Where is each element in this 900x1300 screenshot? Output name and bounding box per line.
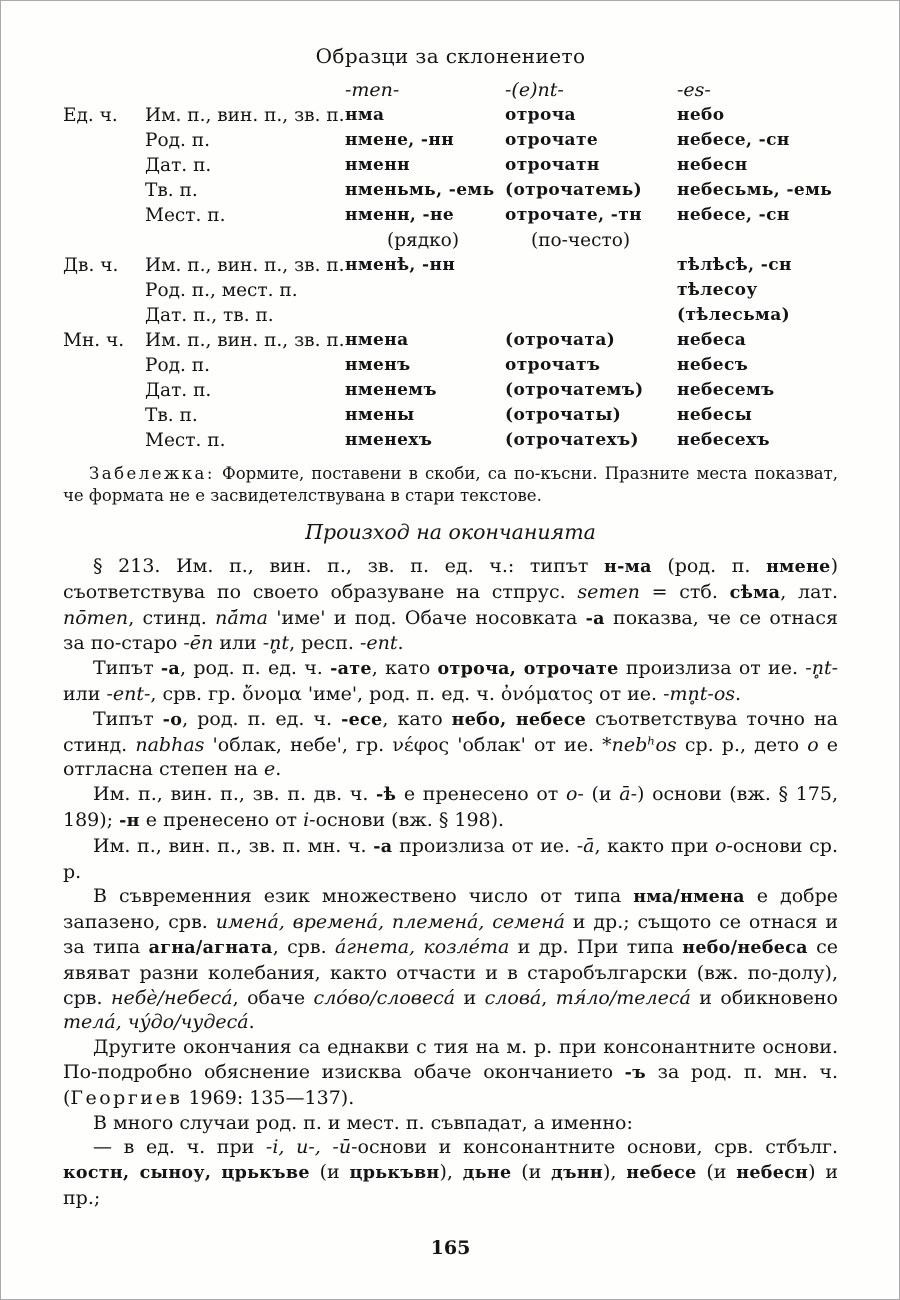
text-run: nōmen	[63, 606, 129, 629]
text-run: = стб.	[639, 580, 730, 603]
text-run: ā-	[619, 783, 637, 806]
text-run: сло́во/словеса́	[313, 986, 456, 1009]
old-cyrillic-word: -ате	[330, 659, 372, 680]
table-title: Образци за склонението	[315, 44, 586, 68]
old-cyrillic-word: н-ма	[603, 557, 652, 577]
cell-num	[63, 278, 145, 303]
paragraph	[63, 884, 838, 1035]
paragraph	[63, 1135, 838, 1210]
text-run: Формите, поставени в скоби, са по-късни. Празните места показват, че формата не е засвидетелствувана в стари текстове.	[63, 464, 838, 505]
text-run: .	[397, 632, 404, 655]
table-row	[63, 403, 838, 428]
cell-es: небесе, -сн	[677, 130, 790, 150]
cell-men: нмены	[345, 405, 415, 425]
cell-ent: (отрочаты)	[505, 405, 622, 425]
cell-case: Тв. п.	[145, 180, 198, 201]
cell-num	[63, 178, 145, 203]
cell-num	[63, 378, 145, 403]
cell-case: Дат. п., тв. п.	[145, 305, 274, 326]
paragraph	[63, 554, 838, 656]
text-run: nabhas	[135, 733, 205, 756]
text-run: -ā	[576, 834, 595, 857]
cell-men: нменѣ, -нн	[345, 255, 456, 275]
text-run: , род. п. ед. ч.	[180, 657, 331, 680]
text-run: , обаче	[232, 986, 314, 1009]
page-number: 165	[430, 1236, 471, 1259]
table-header-row	[63, 78, 838, 103]
note	[63, 463, 838, 506]
text-run: , лат.	[780, 580, 839, 603]
cell-men: нменемъ	[345, 380, 437, 400]
text-run: nā́ma	[215, 606, 268, 629]
cell-case: Мест. п.	[145, 205, 226, 226]
table-row	[63, 328, 838, 353]
text-run: -основи ср. р.	[63, 834, 838, 883]
cell-case: Дат. п.	[145, 380, 212, 401]
text-run: — в ед. ч. при	[93, 1136, 266, 1159]
cell-ent: (отрочатемъ)	[505, 380, 644, 400]
text-run: и обикновено	[690, 986, 838, 1009]
old-cyrillic-word: нмене	[766, 557, 831, 577]
cell-es: небо	[677, 105, 725, 125]
cell-es: (тѣлесьма)	[677, 305, 791, 325]
text-run: съответствува точно на стинд.	[63, 707, 838, 756]
paragraph	[63, 782, 838, 834]
cell-empty	[63, 78, 145, 103]
text-run: и др.; същото се отнася и за типа	[63, 911, 838, 958]
text-run: (и	[511, 1161, 552, 1184]
text-run: -основи (вж. § 198).	[309, 808, 505, 831]
text-run: ) и пр.;	[63, 1161, 839, 1209]
cell-case: Род. п.	[145, 130, 210, 151]
cell-ent	[505, 303, 677, 328]
text-run: (и	[309, 1161, 350, 1184]
table-row	[63, 203, 838, 228]
text-run: 'име' и под. Обаче носовката	[268, 606, 586, 629]
cell-num	[63, 128, 145, 153]
cell-ent: отрочате, -тн	[505, 205, 642, 225]
old-cyrillic-word: -ѣ	[376, 785, 397, 806]
text-run: и др. При типа	[509, 935, 683, 958]
cell-men: (рядко)	[387, 230, 460, 251]
paragraph	[63, 834, 838, 885]
cell-case: Дат. п.	[145, 155, 212, 176]
text-run: -ēn	[183, 632, 214, 655]
text-run: произлиза от ие.	[618, 657, 806, 680]
cell-num	[63, 428, 145, 453]
cell-case: Им. п., вин. п., зв. п.	[145, 330, 345, 351]
cell-ent: отроча	[505, 105, 576, 125]
cell-es: небесы	[677, 405, 753, 425]
text-run: -n̥t-	[805, 657, 838, 680]
cell-es: небеса	[677, 330, 747, 350]
text-run: слова́	[484, 986, 542, 1009]
text-run: произлиза от ие.	[392, 834, 577, 857]
cell-es: тѣлѣсѣ, -сн	[677, 255, 792, 275]
cell-ent: отрочате	[505, 130, 599, 150]
text-run: е добре запазено, срв.	[63, 885, 838, 934]
paragraph	[63, 1035, 838, 1110]
cell-num: Дв. ч.	[63, 255, 119, 276]
text-run: Им. п., вин. п., зв. п. дв. ч.	[93, 783, 377, 806]
text-run: ср. р., дето	[676, 733, 808, 756]
cell-ent: (отрочатемь)	[505, 180, 643, 200]
old-cyrillic-word: -о	[162, 709, 183, 730]
section-title: Произход на окончанията	[305, 520, 596, 544]
table-row	[63, 153, 838, 178]
text-run: 1969: 135—137).	[182, 1086, 355, 1109]
text-run: е пренесено от	[396, 783, 566, 806]
cell-ent: отрочатн	[505, 155, 600, 175]
text-run: , респ.	[289, 632, 360, 655]
cell-num	[63, 153, 145, 178]
text-run: небѐ/небеса́	[111, 986, 233, 1009]
text-run: 'облак, небе', гр. νέφος 'облак' от ие.	[204, 733, 603, 756]
cell-ent: (по-често)	[531, 230, 631, 251]
cell-es: небесехъ	[677, 430, 770, 450]
text-run: , срв.	[272, 935, 335, 958]
text-run: ,	[541, 986, 556, 1009]
text-run: ) съответствува по своето образуване на стпрус.	[63, 555, 838, 603]
cell-men: нменехъ	[345, 430, 433, 450]
old-cyrillic-word: нма/нмена	[633, 887, 745, 908]
table-row	[63, 178, 838, 203]
table-row	[63, 103, 838, 128]
text-run: и	[455, 986, 485, 1009]
text-run: .	[735, 682, 742, 705]
cell-ent: отрочатъ	[505, 355, 601, 375]
cell-case: Им. п., вин. п., зв. п.	[145, 255, 345, 276]
text-run: о-	[565, 783, 584, 806]
text-run: , срв. гр. ὄνομα 'име', род. п. ед. ч. ὀνόματος от ие.	[150, 682, 664, 705]
cell-num	[63, 353, 145, 378]
old-cyrillic-word: костн, сыноу, црькъве	[63, 1163, 310, 1184]
table-row	[63, 353, 838, 378]
cell-es: тѣлесоу	[677, 280, 758, 300]
text-run: показва, че се отнася за по-старо	[63, 606, 838, 655]
text-run: Типът	[93, 657, 161, 680]
column-header-men: -men-	[345, 79, 400, 101]
text-run: (и	[696, 1161, 737, 1184]
text-run: (и	[583, 783, 620, 806]
cell-es: небесъ	[677, 355, 749, 375]
declension-table-body	[63, 103, 838, 453]
cell-empty	[145, 78, 345, 103]
text-run: i	[303, 808, 310, 831]
cell-ent: (отрочатехъ)	[505, 430, 639, 450]
cell-num	[63, 228, 145, 253]
old-cyrillic-word: -а	[373, 836, 393, 857]
text-run: , като	[371, 657, 438, 680]
text-run: тела́, чу́до/чудеса́	[63, 1011, 249, 1034]
cell-ent	[505, 253, 677, 278]
text-run: o	[807, 733, 819, 756]
table-row	[63, 128, 838, 153]
old-cyrillic-word: црькъвн	[349, 1163, 440, 1184]
old-cyrillic-word: -а	[160, 659, 181, 680]
text-run: -n̥t	[262, 632, 290, 655]
text-run: (род. п.	[651, 555, 767, 577]
cell-men: нмене, -нн	[345, 130, 455, 150]
cell-num	[63, 403, 145, 428]
text-run: -ent-	[106, 682, 151, 705]
body-paragraphs	[63, 554, 838, 1211]
cell-case: Род. п.	[145, 355, 210, 376]
cell-men: нма	[345, 105, 385, 125]
paragraph	[63, 1111, 838, 1136]
text-run: -ent	[359, 632, 398, 655]
cell-num: Мн. ч.	[63, 330, 125, 351]
text-run: e	[264, 758, 276, 781]
cell-es: небесе, -сн	[677, 205, 790, 225]
table-row	[63, 303, 838, 328]
old-cyrillic-word: небо, небесе	[451, 709, 587, 730]
cell-case: Мест. п.	[145, 430, 226, 451]
text-run: ),	[439, 1161, 463, 1184]
text-run: semen	[577, 580, 640, 603]
old-cyrillic-word: -а	[585, 608, 605, 629]
text-run: -mn̥t-os	[663, 682, 736, 705]
text-run: В съвременния език множествено число от типа	[93, 885, 634, 908]
old-cyrillic-word: небо/небеса	[682, 937, 808, 958]
text-run: , както при	[594, 834, 716, 857]
text-run: е отгласна степен на	[63, 733, 839, 781]
cell-num	[63, 203, 145, 228]
text-run: основи и консонантните основи, срв. стбълг.	[357, 1136, 839, 1159]
text-run: .	[248, 1011, 255, 1034]
text-run: .	[275, 758, 282, 781]
text-run: се явяват разни колебания, както отчасти и в старобългарски (вж. по-долу), срв.	[63, 935, 838, 1009]
text-run: или	[213, 632, 263, 655]
cell-case	[145, 228, 345, 253]
text-run: ),	[602, 1161, 627, 1184]
cell-men: нменн, -не	[345, 205, 455, 225]
cell-men: нмена	[345, 330, 409, 350]
old-cyrillic-word: агна/агната	[148, 937, 273, 958]
old-cyrillic-word: небесн	[736, 1163, 809, 1184]
text-run: о	[715, 834, 727, 857]
cell-num: Ед. ч.	[63, 105, 118, 126]
text-run: Типът	[93, 707, 163, 730]
text-run: Георгиев	[70, 1086, 183, 1109]
text-run: е пренесено от	[139, 808, 304, 831]
cell-case: Род. п., мест. п.	[145, 280, 298, 301]
cell-men: нменъ	[345, 355, 411, 375]
old-cyrillic-word: -н	[119, 810, 140, 831]
old-cyrillic-word: отроча, отрочате	[437, 659, 619, 680]
text-run: Другите окончания са еднакви с тия на м. р. при консонантните основи. По-подробно обяснение изисква обаче окончанието	[63, 1036, 838, 1083]
cell-ent: (отрочата)	[505, 330, 616, 350]
cell-es: небесьмь, -емь	[677, 180, 833, 200]
table-row	[63, 253, 838, 278]
cell-men	[345, 303, 505, 328]
paragraph	[63, 656, 838, 707]
text-run: Им. п., вин. п., зв. п. мн. ч.	[93, 834, 374, 857]
text-run: тя́ло/телеса́	[555, 986, 691, 1009]
cell-es: небесн	[677, 155, 748, 175]
column-header-ent: -(e)nt-	[505, 79, 564, 101]
cell-case: Тв. п.	[145, 405, 198, 426]
old-cyrillic-word: небесе	[626, 1163, 697, 1184]
paragraph	[63, 707, 838, 782]
text-run: , род. п. ед. ч.	[182, 707, 342, 730]
cell-es: небесемъ	[677, 380, 775, 400]
text-run: или	[63, 682, 107, 705]
text-run: В много случаи род. п. и мест. п. съвпадат, а именно:	[93, 1111, 633, 1134]
old-cyrillic-word: сѣма	[729, 582, 781, 603]
column-header-es: -es-	[677, 79, 711, 101]
text-run: , стинд.	[128, 606, 216, 629]
text-run: имена́, времена́, племена́, семена́	[215, 911, 565, 934]
cell-men	[345, 278, 505, 303]
table-row	[63, 428, 838, 453]
table-row	[63, 278, 838, 303]
table-row	[63, 228, 838, 253]
table-row	[63, 378, 838, 403]
text-run: -i, u-, -ū-	[265, 1136, 358, 1159]
text-run: § 213. Им. п., вин. п., зв. п. ед. ч.: типът	[93, 555, 604, 577]
old-cyrillic-word: -есе	[341, 709, 383, 730]
cell-es	[677, 228, 838, 253]
old-cyrillic-word: -ъ	[624, 1062, 646, 1083]
old-cyrillic-word: дьне	[462, 1163, 512, 1184]
cell-case: Им. п., вин. п., зв. п.	[145, 105, 345, 126]
text-run: , като	[382, 707, 452, 730]
text-run: ) основи (вж. § 175, 189);	[63, 783, 839, 831]
old-cyrillic-word: дънн	[551, 1163, 603, 1184]
text-run: а́гнета, козле́та	[335, 935, 510, 958]
cell-ent	[505, 278, 677, 303]
text-run: *nebʰos	[602, 733, 677, 756]
text-run: за род. п. мн. ч. (	[63, 1060, 838, 1109]
text-run: Забележка:	[89, 464, 215, 483]
cell-men: нменн	[345, 155, 410, 175]
declension-table	[63, 78, 838, 453]
cell-men: нменьмь, -емь	[345, 180, 495, 200]
cell-num	[63, 303, 145, 328]
